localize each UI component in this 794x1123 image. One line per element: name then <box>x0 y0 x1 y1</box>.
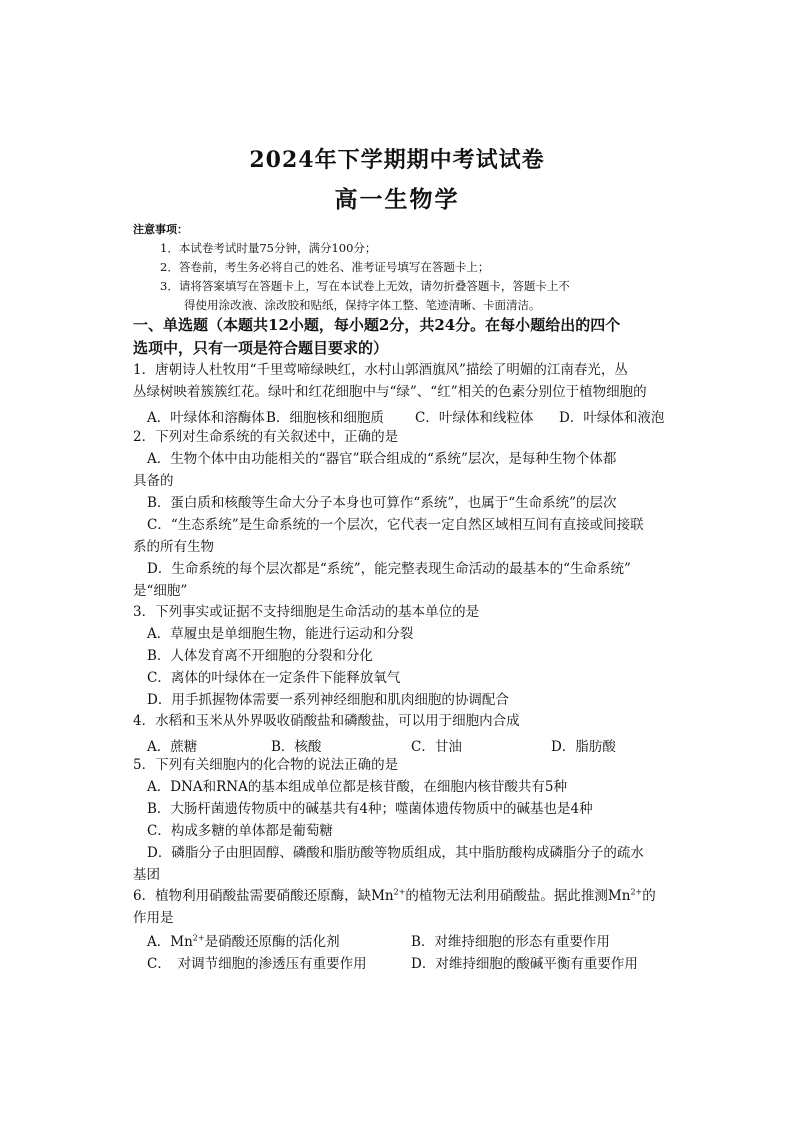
q5-option-d: D．磷脂分子由胆固醇、磷酸和脂肪酸等物质组成，其中脂肪酸构成磷脂分子的疏水 <box>147 845 644 861</box>
q6-option-d: D．对维持细胞的酸碱平衡有重要作用 <box>411 956 638 972</box>
q4-option-a: A．蔗糖 <box>147 739 198 755</box>
mn-ion-charge: 2+ <box>630 887 643 897</box>
q6-option-b: B．对维持细胞的形态有重要作用 <box>411 934 610 950</box>
q6-stem-part: 6．植物利用硝酸盐需要硝酸还原酶，缺Mn <box>133 888 394 904</box>
q2-option-a: 具备的 <box>133 473 174 489</box>
q3-option-d: D．用手抓握物体需要一系列神经细胞和肌肉细胞的协调配合 <box>147 692 509 708</box>
notice-item: 得使用涂改液、涂改胶和贴纸，保持字体工整、笔迹清晰、卡面清洁。 <box>184 298 541 312</box>
q6-stem: 作用是 <box>133 910 174 926</box>
q2-option-c: C．“生态系统”是生命系统的一个层次，它代表一定自然区域相互间有直接或间接联 <box>147 517 644 533</box>
q5-stem: 5．下列有关细胞内的化合物的说法正确的是 <box>133 757 399 773</box>
q6-stem-part: 的 <box>642 888 656 904</box>
notice-heading: 注意事项： <box>133 223 188 236</box>
q4-option-b: B．核酸 <box>271 739 322 755</box>
q2-option-d: D．生命系统的每个层次都是“系统”，能完整表现生命活动的最基本的“生命系统” <box>147 561 631 577</box>
q3-stem: 3．下列事实或证据不支持细胞是生命活动的基本单位的是 <box>133 604 480 620</box>
q4-option-c: C．甘油 <box>411 739 462 755</box>
q2-option-a: A．生物个体中由功能相关的“器官”联合组成的“系统”层次，是每种生物个体都 <box>147 451 617 467</box>
q5-option-b: B．大肠杆菌遗传物质中的碱基共有4种；噬菌体遗传物质中的碱基也是4种 <box>147 801 593 817</box>
q6-option-a-part: A．Mn <box>147 934 193 950</box>
q5-option-d: 基团 <box>133 867 160 883</box>
notice-item: 1．本试卷考试时量75分钟，满分100分； <box>160 241 377 255</box>
q6-option-c: C． 对调节细胞的渗透压有重要作用 <box>147 956 367 972</box>
q1-stem: 丛绿树映着簇簇红花。绿叶和红花细胞中与“绿”、“红”相关的色素分别位于植物细胞的 <box>133 384 647 400</box>
q4-option-d: D．脂肪酸 <box>551 739 616 755</box>
q1-option-b: B．细胞核和细胞质 <box>266 410 384 426</box>
q1-stem: 1．唐朝诗人杜牧用“千里莺啼绿映红，水村山郭酒旗风”描绘了明媚的江南春光，丛 <box>133 362 628 378</box>
q6-stem-part: 的植物无法利用硝酸盐。据此推测Mn <box>405 888 631 904</box>
mn-ion-charge: 2+ <box>393 887 406 897</box>
notice-item: 3．请将答案填写在答题卡上，写在本试卷上无效，请勿折叠答题卡，答题卡上不 <box>160 279 570 293</box>
q1-option-c: C．叶绿体和线粒体 <box>415 410 534 426</box>
q2-stem: 2．下列对生命系统的有关叙述中，正确的是 <box>133 429 399 445</box>
q5-option-a: A．DNA和RNA的基本组成单位都是核苷酸，在细胞内核苷酸共有5种 <box>147 779 567 795</box>
q5-option-c: C．构成多糖的单体都是葡萄糖 <box>147 823 333 839</box>
section-heading: 选项中，只有一项是符合题目要求的） <box>133 339 389 357</box>
q4-stem: 4．水稻和玉米从外界吸收硝酸盐和磷酸盐，可以用于细胞内合成 <box>133 713 520 729</box>
q2-option-d: 是“细胞” <box>133 583 188 599</box>
section-heading: 一、单选题（本题共12小题，每小题2分，共24分。在每小题给出的四个 <box>133 316 621 334</box>
exam-title: 2024年下学期期中考试试卷 <box>249 147 545 173</box>
exam-subject: 高一生物学 <box>334 186 460 213</box>
q6-option-a <box>147 930 340 950</box>
q3-option-b: B．人体发育离不开细胞的分裂和分化 <box>147 648 373 664</box>
notice-item: 2．答卷前，考生务必将自己的姓名、准考证号填写在答题卡上； <box>160 260 490 274</box>
mn-ion-charge: 2+ <box>192 933 205 943</box>
q2-option-c: 系的所有生物 <box>133 539 214 555</box>
q2-option-b: B．蛋白质和核酸等生命大分子本身也可算作“系统”，也属于“生命系统”的层次 <box>147 495 617 511</box>
q3-option-a: A．草履虫是单细胞生物，能进行运动和分裂 <box>147 626 414 642</box>
q6-stem <box>133 886 656 906</box>
q1-option-a: A．叶绿体和溶酶体 <box>147 410 265 426</box>
q6-option-a-part: 是硝酸还原酶的活化剂 <box>204 934 340 950</box>
q3-option-c: C．离体的叶绿体在一定条件下能释放氧气 <box>147 670 401 686</box>
q1-option-d: D．叶绿体和液泡 <box>559 410 665 426</box>
